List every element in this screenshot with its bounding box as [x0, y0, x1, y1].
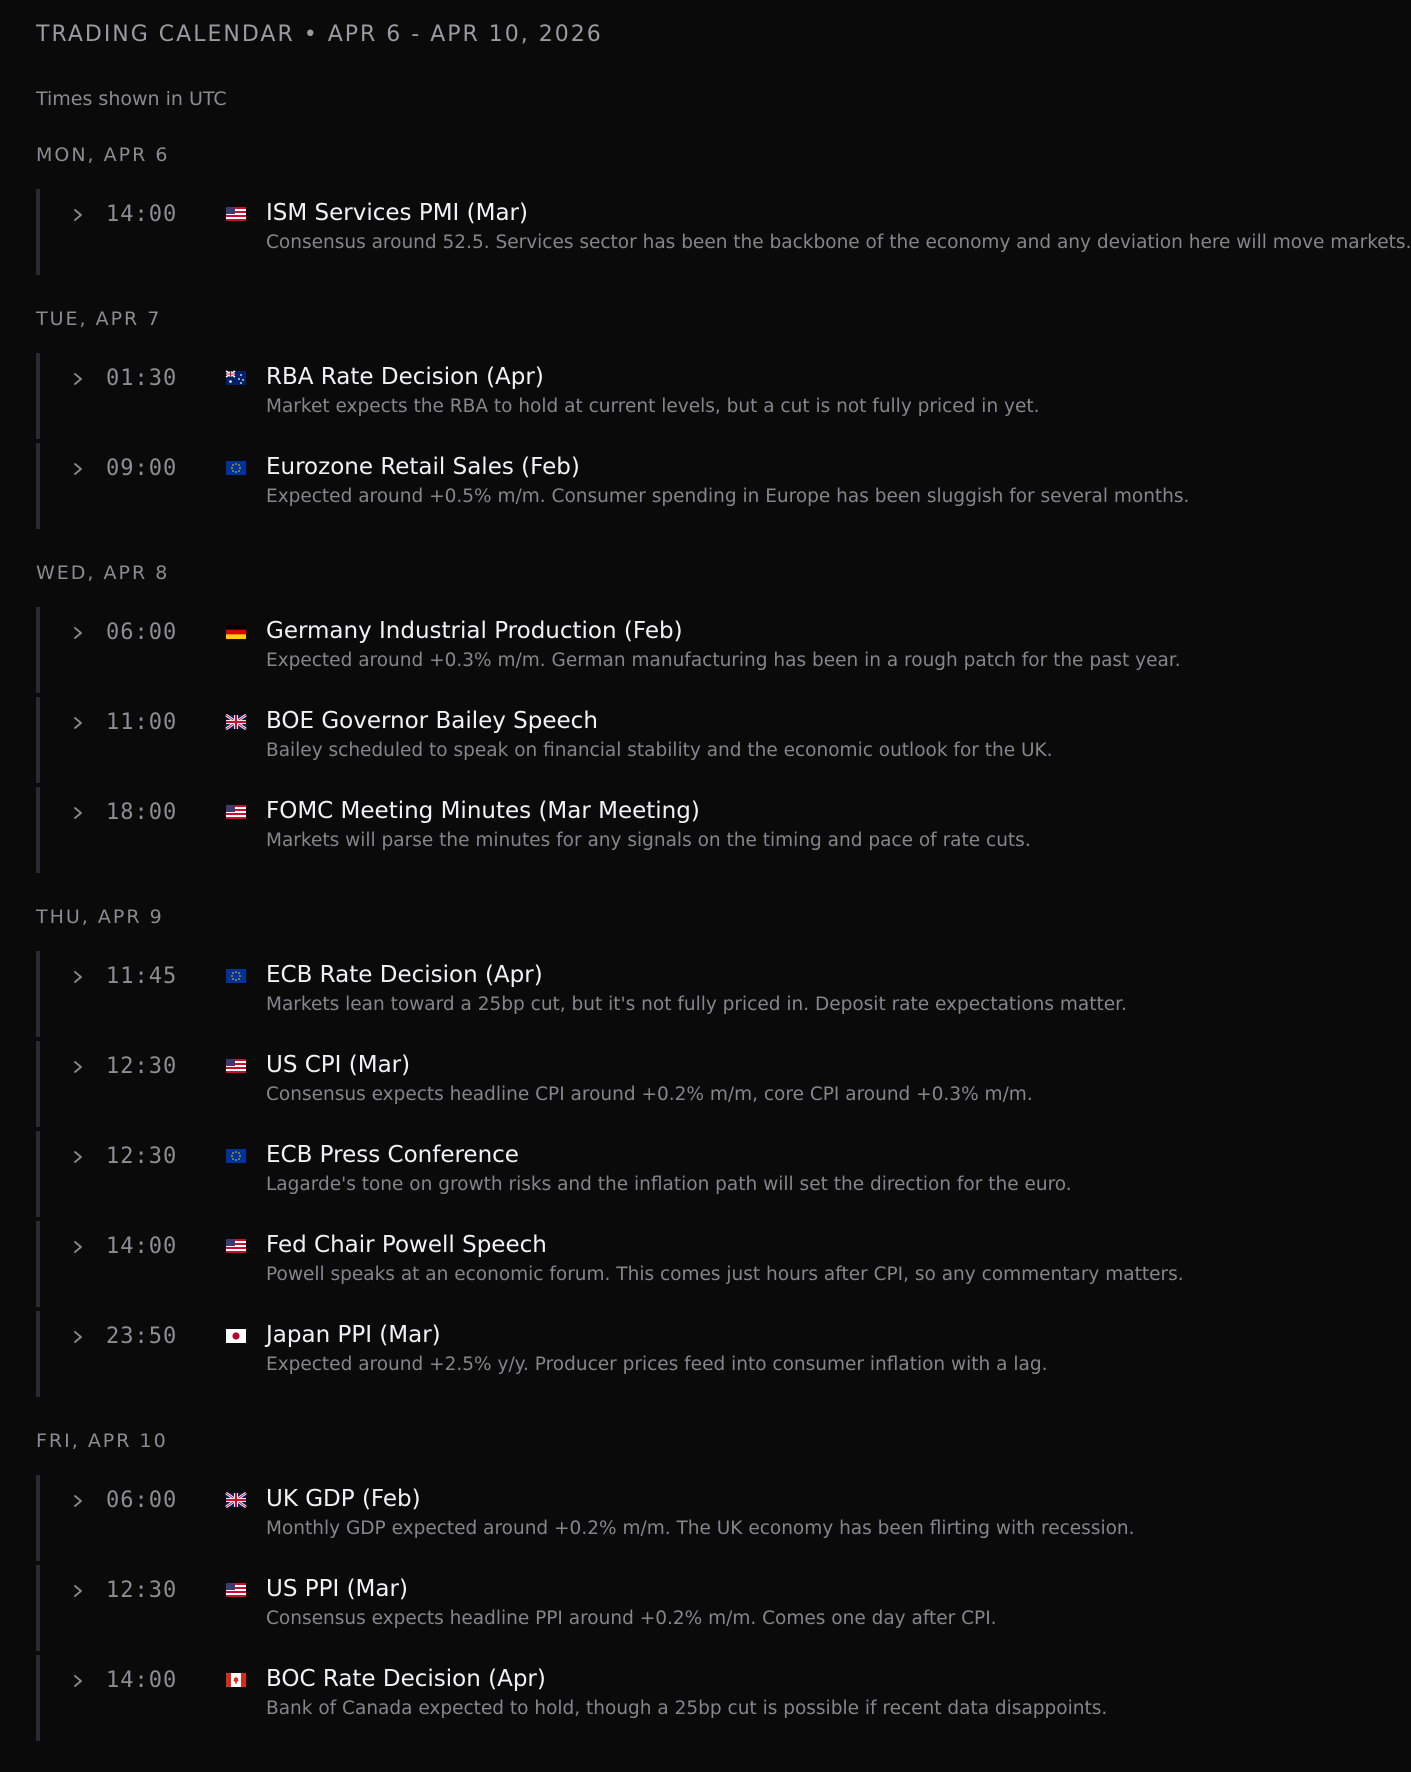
event-title: US CPI (Mar)	[266, 1052, 411, 1078]
eu-flag-icon	[226, 461, 246, 475]
chevron-right-icon[interactable]	[69, 1492, 87, 1510]
event-row[interactable]	[36, 1565, 1010, 1651]
eu-flag-icon	[226, 969, 246, 983]
event-time: 11:45	[106, 964, 178, 989]
event-time: 06:00	[106, 620, 178, 645]
event-row[interactable]	[36, 353, 1040, 439]
event-time: 12:30	[106, 1144, 178, 1169]
day-label: TUE, APR 7	[36, 308, 162, 330]
eu-flag-icon	[226, 1149, 246, 1163]
day-section	[36, 143, 1411, 275]
event-title: Germany Industrial Production (Feb)	[266, 618, 683, 644]
event-description: Expected around +0.3% m/m. German manufacturing has been in a rough patch for the past year.	[266, 650, 1181, 671]
event-row[interactable]	[36, 1221, 1184, 1307]
event-title: Fed Chair Powell Speech	[266, 1232, 547, 1258]
event-title: BOE Governor Bailey Speech	[266, 708, 598, 734]
day-label: MON, APR 6	[36, 144, 170, 166]
event-title: UK GDP (Feb)	[266, 1486, 421, 1512]
event-description: Markets will parse the minutes for any signals on the timing and pace of rate cuts.	[266, 830, 1031, 851]
event-row[interactable]	[36, 1131, 1072, 1217]
chevron-right-icon[interactable]	[69, 1238, 87, 1256]
event-description: Markets lean toward a 25bp cut, but it's not fully priced in. Deposit rate expectations matter.	[266, 994, 1127, 1015]
day-label: FRI, APR 10	[36, 1430, 168, 1452]
event-row[interactable]	[36, 951, 1127, 1037]
ca-flag-icon	[226, 1673, 246, 1687]
day-section	[36, 1429, 1135, 1741]
event-description: Lagarde's tone on growth risks and the inflation path will set the direction for the euro.	[266, 1174, 1072, 1195]
event-title: ISM Services PMI (Mar)	[266, 200, 528, 226]
event-row[interactable]	[36, 697, 1053, 783]
us-flag-icon	[226, 1059, 246, 1073]
de-flag-icon	[226, 625, 246, 639]
chevron-right-icon[interactable]	[69, 1058, 87, 1076]
event-time: 06:00	[106, 1488, 178, 1513]
day-section	[36, 905, 1184, 1397]
event-description: Bailey scheduled to speak on financial stability and the economic outlook for the UK.	[266, 740, 1053, 761]
event-description: Consensus around 52.5. Services sector has been the backbone of the economy and any deviation here will move markets.	[266, 232, 1411, 253]
event-time: 09:00	[106, 456, 178, 481]
us-flag-icon	[226, 805, 246, 819]
event-description: Consensus expects headline CPI around +0.2% m/m, core CPI around +0.3% m/m.	[266, 1084, 1033, 1105]
event-row[interactable]	[36, 1311, 1048, 1397]
day-label: WED, APR 8	[36, 562, 170, 584]
chevron-right-icon[interactable]	[69, 968, 87, 986]
gb-flag-icon	[226, 715, 246, 729]
event-time: 11:00	[106, 710, 178, 735]
event-row[interactable]	[36, 607, 1181, 693]
chevron-right-icon[interactable]	[69, 460, 87, 478]
au-flag-icon	[226, 371, 246, 385]
event-time: 14:00	[106, 202, 178, 227]
chevron-right-icon[interactable]	[69, 624, 87, 642]
event-time: 14:00	[106, 1234, 178, 1259]
event-description: Monthly GDP expected around +0.2% m/m. The UK economy has been flirting with recession.	[266, 1518, 1135, 1539]
chevron-right-icon[interactable]	[69, 1582, 87, 1600]
event-title: BOC Rate Decision (Apr)	[266, 1666, 546, 1692]
us-flag-icon	[226, 1583, 246, 1597]
event-time: 18:00	[106, 800, 178, 825]
day-label: THU, APR 9	[36, 906, 164, 928]
chevron-right-icon[interactable]	[69, 1328, 87, 1346]
event-time: 01:30	[106, 366, 178, 391]
event-title: RBA Rate Decision (Apr)	[266, 364, 544, 390]
event-time: 14:00	[106, 1668, 178, 1693]
event-description: Expected around +2.5% y/y. Producer prices feed into consumer inflation with a lag.	[266, 1354, 1048, 1375]
event-description: Market expects the RBA to hold at current levels, but a cut is not fully priced in yet.	[266, 396, 1040, 417]
event-title: FOMC Meeting Minutes (Mar Meeting)	[266, 798, 700, 824]
us-flag-icon	[226, 207, 246, 221]
event-time: 23:50	[106, 1324, 178, 1349]
jp-flag-icon	[226, 1329, 246, 1343]
event-row[interactable]	[36, 787, 1031, 873]
event-description: Expected around +0.5% m/m. Consumer spending in Europe has been sluggish for several months.	[266, 486, 1190, 507]
event-title: Eurozone Retail Sales (Feb)	[266, 454, 580, 480]
event-description: Powell speaks at an economic forum. This comes just hours after CPI, so any commentary matters.	[266, 1264, 1184, 1285]
event-description: Consensus expects headline PPI around +0.2% m/m. Comes one day after CPI.	[266, 1608, 997, 1629]
event-description: Bank of Canada expected to hold, though a 25bp cut is possible if recent data disappoints.	[266, 1698, 1108, 1719]
event-row[interactable]	[36, 1041, 1033, 1127]
event-title: Japan PPI (Mar)	[266, 1322, 441, 1348]
chevron-right-icon[interactable]	[69, 206, 87, 224]
event-title: ECB Press Conference	[266, 1142, 519, 1168]
event-title: US PPI (Mar)	[266, 1576, 408, 1602]
event-row[interactable]	[36, 189, 1411, 275]
chevron-right-icon[interactable]	[69, 370, 87, 388]
event-time: 12:30	[106, 1578, 178, 1603]
chevron-right-icon[interactable]	[69, 804, 87, 822]
event-title: ECB Rate Decision (Apr)	[266, 962, 543, 988]
day-section	[36, 307, 1190, 529]
chevron-right-icon[interactable]	[69, 1148, 87, 1166]
day-section	[36, 561, 1181, 873]
us-flag-icon	[226, 1239, 246, 1253]
chevron-right-icon[interactable]	[69, 714, 87, 732]
event-row[interactable]	[36, 1655, 1108, 1741]
event-row[interactable]	[36, 443, 1190, 529]
chevron-right-icon[interactable]	[69, 1672, 87, 1690]
gb-flag-icon	[226, 1493, 246, 1507]
day-list	[36, 143, 1411, 1741]
timezone-note: Times shown in UTC	[36, 88, 227, 110]
event-time: 12:30	[106, 1054, 178, 1079]
event-row[interactable]	[36, 1475, 1135, 1561]
page-title: TRADING CALENDAR • APR 6 - APR 10, 2026	[36, 22, 603, 47]
